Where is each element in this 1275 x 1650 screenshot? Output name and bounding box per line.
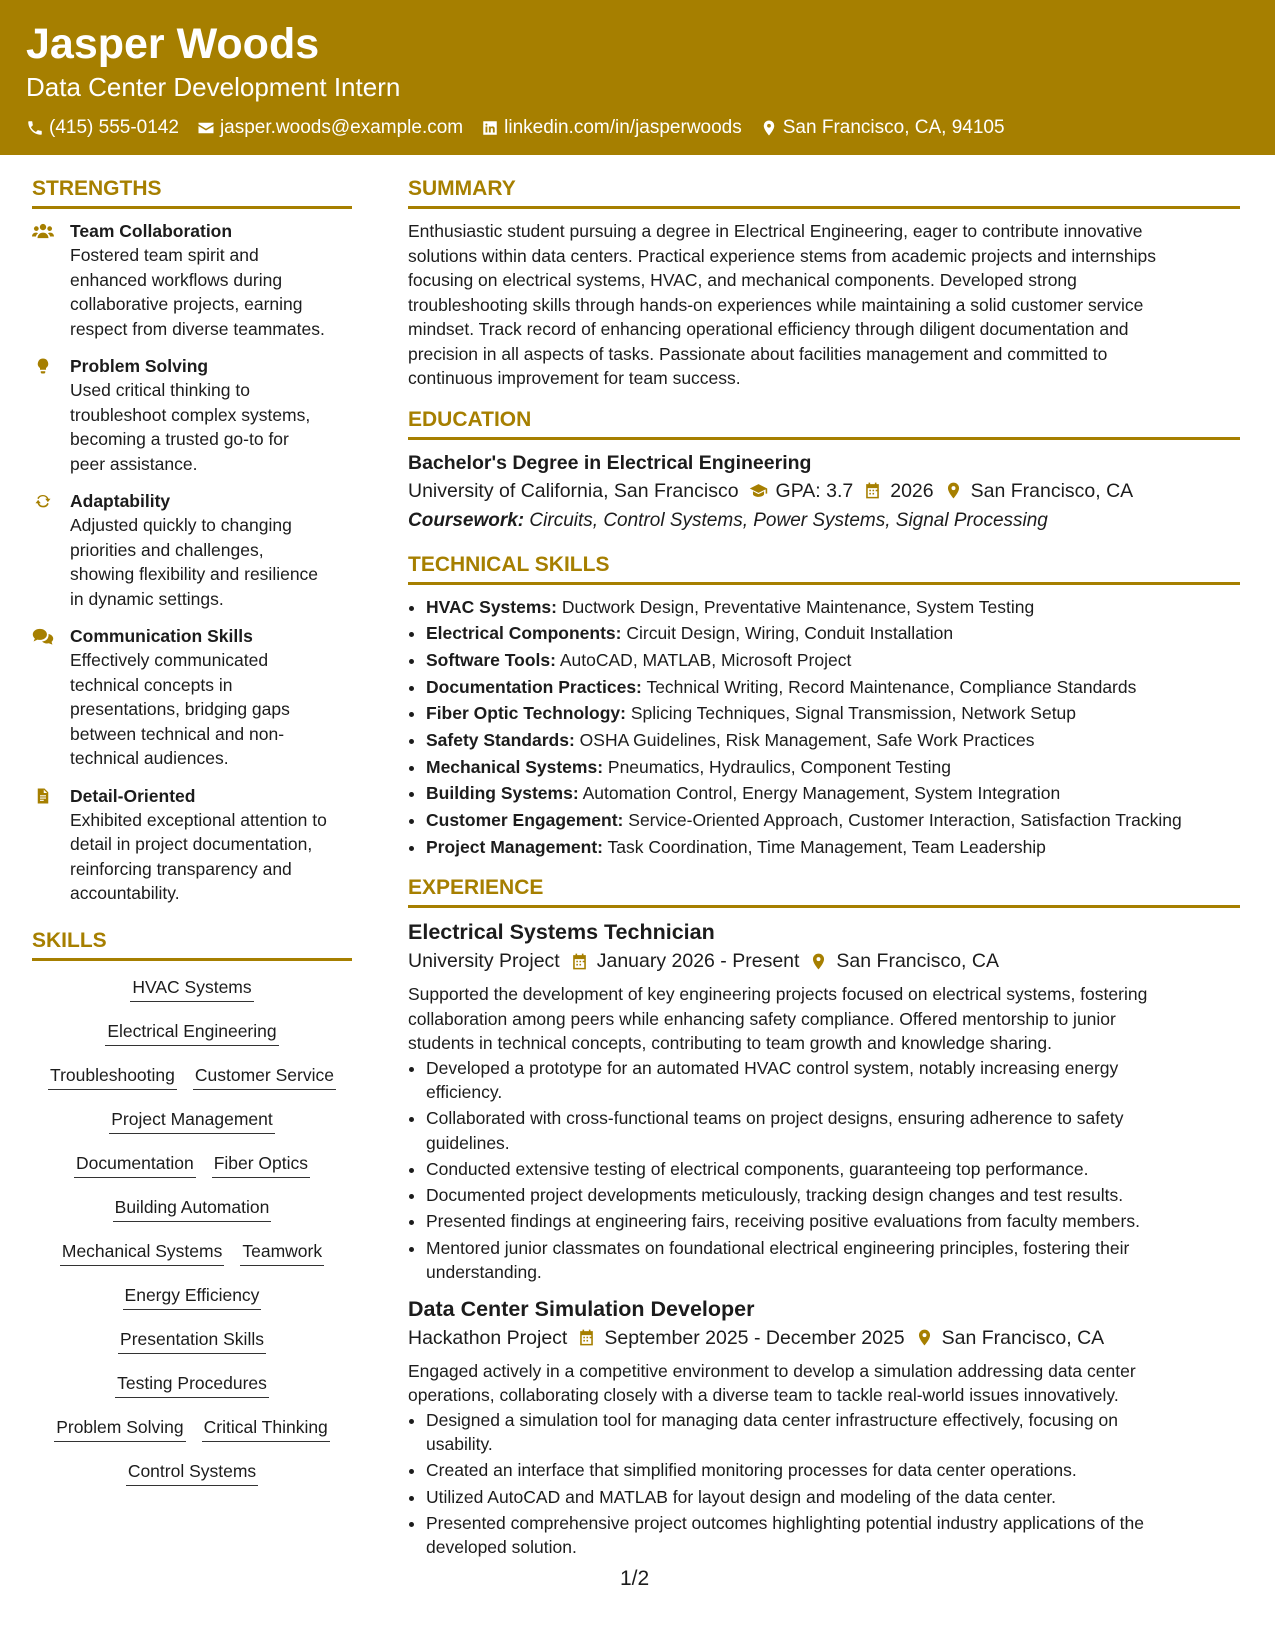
map-pin-icon xyxy=(760,119,778,137)
skill-row xyxy=(32,1151,352,1178)
job-bullet xyxy=(426,1157,1240,1182)
job-organization: University Project xyxy=(408,950,560,973)
description-line: operations, collaborating closely with a diverse team to tackle real-world issues innovatively. xyxy=(408,1385,1119,1406)
strength-description xyxy=(70,513,318,611)
strength-line: Fostered team spirit and xyxy=(70,245,259,265)
map-pin-icon xyxy=(944,481,963,500)
skill-row xyxy=(32,1239,352,1266)
envelope-icon xyxy=(197,119,215,137)
skill-category: Safety Standards: xyxy=(426,729,575,750)
bullet-line: usability. xyxy=(426,1434,493,1455)
coursework xyxy=(408,506,1240,536)
job-entry xyxy=(408,1295,1240,1560)
job-bullets xyxy=(408,1056,1240,1285)
job-bullet xyxy=(426,1485,1240,1510)
skill-values: Technical Writing, Record Maintenance, Compliance Standards xyxy=(646,676,1137,697)
strength-title: Detail-Oriented xyxy=(70,785,196,806)
summary-line: precision in all aspects of tasks. Passionate about facilities management and committed to xyxy=(408,343,1108,364)
job-description xyxy=(408,982,1240,1056)
job-entry xyxy=(408,918,1240,1284)
map-pin-icon xyxy=(915,1328,934,1347)
skill-category: Fiber Optic Technology: xyxy=(426,703,626,724)
bullet-line: • Presented findings at engineering fairs, receiving positive evaluations from faculty members. xyxy=(426,1211,1140,1232)
coursework-label: Coursework: xyxy=(408,509,525,531)
skill-tag: Mechanical Systems xyxy=(60,1239,224,1266)
strengths-list xyxy=(32,219,352,906)
description-line: Supported the development of key engineering projects focused on electrical systems, fostering xyxy=(408,984,1148,1005)
strength-line: becoming a trusted go-to for xyxy=(70,429,289,449)
job-bullet xyxy=(426,1458,1240,1483)
job-meta xyxy=(408,1323,1240,1353)
bullet-line: • Utilized AutoCAD and MATLAB for layout design and modeling of the data center. xyxy=(426,1486,1057,1507)
strength-line: collaborative projects, earning xyxy=(70,294,303,314)
job-bullet xyxy=(426,1106,1240,1155)
skill-values: Service-Oriented Approach, Customer Interaction, Satisfaction Tracking xyxy=(628,810,1182,830)
skill-row xyxy=(32,1283,352,1310)
bullet-line: • Presented comprehensive project outcomes highlighting potential industry applications of the xyxy=(426,1512,1144,1533)
summary-text xyxy=(408,219,1240,391)
technical-skill-item xyxy=(426,808,1240,833)
description-line: collaboration among peers while enhancing safety compliance. Offered mentorship to junior xyxy=(408,1008,1116,1029)
summary-section xyxy=(408,176,1240,391)
technical-skills-section xyxy=(408,552,1240,860)
skill-tag: Teamwork xyxy=(240,1239,324,1266)
strength-line: Used critical thinking to xyxy=(70,380,250,400)
location-text: San Francisco, CA, 94105 xyxy=(782,117,1005,138)
strength-line: peer assistance. xyxy=(70,453,198,474)
strength-line: priorities and challenges, xyxy=(70,539,264,560)
summary-line: mindset. Track record of enhancing operational efficiency through diligent documentation and xyxy=(408,319,1129,339)
strength-item xyxy=(32,219,352,341)
strength-line: presentations, bridging gaps xyxy=(70,699,290,719)
phone-text: (415) 555-0142 xyxy=(49,117,179,138)
strength-line: respect from diverse teammates. xyxy=(70,318,325,339)
strength-item xyxy=(32,354,352,476)
job-title: Electrical Systems Technician xyxy=(408,920,715,945)
skill-row xyxy=(32,1019,352,1046)
bullet-line: • Documented project developments meticulously, tracking design changes and test results. xyxy=(426,1185,1124,1206)
strength-line: between technical and non- xyxy=(70,723,285,744)
skill-tag: Testing Procedures xyxy=(115,1371,269,1398)
technical-skill-item xyxy=(426,835,1240,860)
skill-category: Customer Engagement: xyxy=(426,810,624,830)
comments-icon xyxy=(32,627,54,645)
linkedin-text: linkedin.com/in/jasperwoods xyxy=(504,117,742,138)
technical-skill-item xyxy=(426,648,1240,673)
skill-tag: Energy Efficiency xyxy=(123,1283,262,1310)
job-bullet xyxy=(426,1511,1240,1560)
education-meta xyxy=(408,476,1240,506)
map-pin-icon xyxy=(809,952,828,971)
job-dates: January 2026 - Present xyxy=(596,950,800,973)
experience-section xyxy=(408,875,1240,1560)
skill-values: OSHA Guidelines, Risk Management, Safe Work Practices xyxy=(579,729,1035,750)
bullet-line: understanding. xyxy=(426,1262,542,1283)
skill-row xyxy=(32,1195,352,1222)
refresh-icon xyxy=(32,492,54,510)
skill-values: Automation Control, Energy Management, System Integration xyxy=(582,783,1061,804)
strength-line: Effectively communicated xyxy=(70,650,269,670)
skill-tag: Electrical Engineering xyxy=(105,1019,278,1046)
bullet-line: guidelines. xyxy=(426,1132,510,1153)
summary-line: solutions within data centers. Practical experience stems from academic projects and internships xyxy=(408,245,1156,266)
skill-tag: Troubleshooting xyxy=(48,1063,177,1090)
strength-item xyxy=(32,624,352,771)
calendar-icon xyxy=(570,952,589,971)
candidate-name: Jasper Woods xyxy=(26,20,320,68)
strength-line: detail in project documentation, xyxy=(70,834,313,854)
skill-category: Project Management: xyxy=(426,836,603,857)
graduation-year: 2026 xyxy=(890,479,934,502)
candidate-title: Data Center Development Intern xyxy=(26,72,401,102)
technical-skills-heading: TECHNICAL SKILLS xyxy=(408,552,1240,585)
job-bullet xyxy=(426,1209,1240,1234)
job-bullets xyxy=(408,1408,1240,1560)
job-bullet xyxy=(426,1236,1240,1285)
strength-item xyxy=(32,489,352,611)
skills-heading: SKILLS xyxy=(32,928,352,961)
skill-tag: Project Management xyxy=(109,1107,274,1134)
skill-row xyxy=(32,1415,352,1442)
strength-title: Problem Solving xyxy=(70,356,209,376)
skill-tag: Documentation xyxy=(74,1151,196,1178)
strengths-heading: STRENGTHS xyxy=(32,176,352,209)
job-bullet xyxy=(426,1408,1240,1457)
strengths-section xyxy=(32,176,352,906)
page-number: 1/2 xyxy=(620,1567,650,1590)
skill-tag: Critical Thinking xyxy=(202,1415,330,1442)
document-icon xyxy=(32,787,54,805)
technical-skill-item xyxy=(426,675,1240,700)
skill-row xyxy=(32,1371,352,1398)
strength-title: Adaptability xyxy=(70,491,171,511)
technical-skill-item xyxy=(426,781,1240,806)
gpa-text: GPA: 3.7 xyxy=(775,479,854,502)
job-meta xyxy=(408,946,1240,976)
strength-line: showing flexibility and resilience xyxy=(70,564,319,584)
lightbulb-icon xyxy=(32,357,54,375)
bullet-line: • Designed a simulation tool for managing data center infrastructure effectively, focusing on xyxy=(426,1409,1118,1430)
contact-bar xyxy=(26,116,1023,140)
degree-title: Bachelor's Degree in Electrical Engineering xyxy=(408,451,812,474)
strength-line: Adjusted quickly to changing xyxy=(70,515,292,535)
summary-line: Enthusiastic student pursuing a degree in Electrical Engineering, eager to contribute innovative xyxy=(408,221,1143,241)
skill-category: HVAC Systems: xyxy=(426,596,557,617)
job-title: Data Center Simulation Developer xyxy=(408,1296,755,1321)
skill-row xyxy=(32,975,352,1002)
technical-skill-item xyxy=(426,595,1240,620)
skill-tag: HVAC Systems xyxy=(130,975,253,1002)
skills-section xyxy=(32,928,352,1486)
school-name: University of California, San Francisco xyxy=(408,479,739,502)
skill-category: Documentation Practices: xyxy=(426,676,642,697)
contact-phone[interactable] xyxy=(26,116,179,140)
experience-heading: EXPERIENCE xyxy=(408,875,1240,908)
skill-row xyxy=(32,1063,352,1090)
skill-values: AutoCAD, MATLAB, Microsoft Project xyxy=(559,649,852,670)
technical-skill-item xyxy=(426,701,1240,726)
bullet-line: • Collaborated with cross-functional teams on project designs, ensuring adherence to safety xyxy=(426,1108,1124,1129)
graduation-cap-icon xyxy=(749,481,768,500)
job-bullet xyxy=(426,1183,1240,1208)
right-column xyxy=(408,176,1240,1570)
strength-line: troubleshoot complex systems, xyxy=(70,404,311,425)
skill-values: Circuit Design, Wiring, Conduit Installation xyxy=(626,623,954,644)
strength-description xyxy=(70,243,325,341)
summary-line: continuous improvement for team success. xyxy=(408,368,741,388)
users-icon xyxy=(32,222,54,240)
summary-heading: SUMMARY xyxy=(408,176,1240,209)
strength-description xyxy=(70,378,310,476)
coursework-list: Circuits, Control Systems, Power Systems, Signal Processing xyxy=(529,509,1048,531)
contact-email[interactable] xyxy=(197,116,463,140)
bullet-line: • Conducted extensive testing of electrical components, guaranteeing top performance. xyxy=(426,1159,1089,1180)
job-description xyxy=(408,1359,1240,1408)
job-bullet xyxy=(426,1056,1240,1105)
email-text: jasper.woods@example.com xyxy=(219,117,464,138)
education-location: San Francisco, CA xyxy=(970,479,1134,502)
bullet-line: • Created an interface that simplified monitoring processes for data center operations. xyxy=(426,1460,1077,1481)
job-location: San Francisco, CA xyxy=(941,1326,1105,1349)
skill-tag: Customer Service xyxy=(193,1063,336,1090)
skill-tag: Building Automation xyxy=(113,1195,272,1222)
skill-values: Ductwork Design, Preventative Maintenance, System Testing xyxy=(561,596,1035,617)
calendar-icon xyxy=(863,481,882,500)
strength-line: technical concepts in xyxy=(70,674,233,695)
strength-line: enhanced workflows during xyxy=(70,269,283,290)
job-dates: September 2025 - December 2025 xyxy=(604,1326,905,1349)
skill-tag: Fiber Optics xyxy=(212,1151,310,1178)
phone-icon xyxy=(26,119,44,137)
technical-skill-item xyxy=(426,755,1240,780)
bullet-line: developed solution. xyxy=(426,1537,577,1558)
description-line: Engaged actively in a competitive environment to develop a simulation addressing data center xyxy=(408,1360,1136,1381)
summary-line: troubleshooting skills through hands-on experiences while maintaining a solid customer service xyxy=(408,294,1144,315)
education-section xyxy=(408,407,1240,536)
bullet-line: • Developed a prototype for an automated HVAC control system, notably increasing energy xyxy=(426,1057,1119,1078)
resume-header xyxy=(0,0,1275,155)
bullet-line: • Mentored junior classmates on foundational electrical engineering principles, fostering their xyxy=(426,1237,1130,1258)
technical-skills-list xyxy=(408,595,1240,860)
left-column xyxy=(32,176,352,1503)
skill-category: Mechanical Systems: xyxy=(426,756,604,777)
skill-tag: Problem Solving xyxy=(54,1415,185,1442)
strength-line: technical audiences. xyxy=(70,748,229,768)
strength-line: in dynamic settings. xyxy=(70,588,224,609)
contact-location xyxy=(760,116,1005,140)
strength-line: Exhibited exceptional attention to xyxy=(70,809,327,830)
strength-title: Team Collaboration xyxy=(70,221,233,241)
skill-category: Electrical Components: xyxy=(426,623,622,644)
skills-list xyxy=(32,975,352,1486)
strength-item xyxy=(32,784,352,906)
skill-values: Task Coordination, Time Management, Team Leadership xyxy=(607,836,1046,857)
skill-tag: Presentation Skills xyxy=(118,1327,266,1354)
skill-values: Splicing Techniques, Signal Transmission, Network Setup xyxy=(630,703,1077,724)
skill-row xyxy=(32,1107,352,1134)
job-organization: Hackathon Project xyxy=(408,1326,568,1349)
education-heading: EDUCATION xyxy=(408,407,1240,440)
technical-skill-item xyxy=(426,621,1240,646)
strength-description xyxy=(70,648,290,771)
skill-tag: Control Systems xyxy=(126,1459,258,1486)
skill-values: Pneumatics, Hydraulics, Component Testing xyxy=(607,756,951,777)
skill-row xyxy=(32,1459,352,1486)
skill-row xyxy=(32,1327,352,1354)
strength-title: Communication Skills xyxy=(70,626,253,646)
linkedin-icon xyxy=(481,119,499,137)
strength-line: accountability. xyxy=(70,883,180,903)
technical-skill-item xyxy=(426,728,1240,753)
skill-category: Building Systems: xyxy=(426,783,579,804)
strength-line: reinforcing transparency and xyxy=(70,858,292,879)
bullet-line: efficiency. xyxy=(426,1082,503,1103)
strength-description xyxy=(70,808,327,906)
contact-linkedin[interactable] xyxy=(481,116,742,140)
job-location: San Francisco, CA xyxy=(836,950,999,973)
summary-line: focusing on electrical systems, HVAC, and mechanical components. Developed strong xyxy=(408,270,1077,290)
skill-category: Software Tools: xyxy=(426,649,556,670)
description-line: students in technical concepts, contributing to team growth and knowledge sharing. xyxy=(408,1033,1052,1054)
calendar-icon xyxy=(577,1328,596,1347)
